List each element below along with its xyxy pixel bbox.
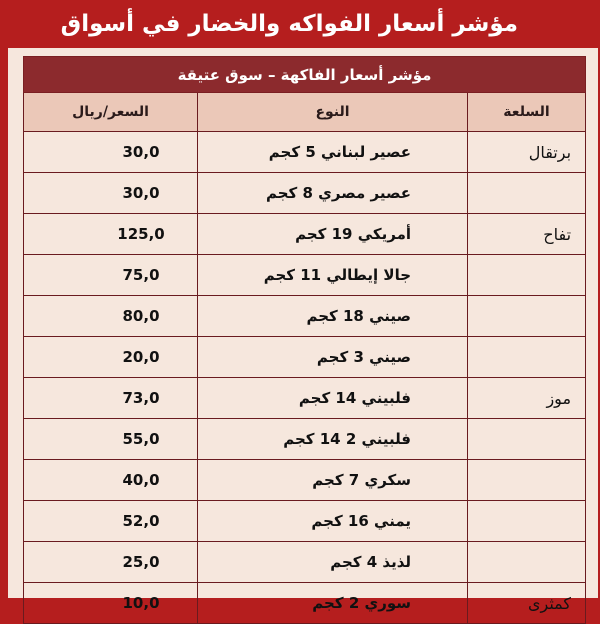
header-type: النوع (198, 93, 468, 132)
table-row (24, 255, 586, 296)
table-row (24, 583, 586, 624)
header-price: السعر/ريال (24, 93, 198, 132)
cell-price: 80,0 (24, 296, 198, 337)
table-row (24, 460, 586, 501)
cell-price: 55,0 (24, 419, 198, 460)
cell-commodity (468, 419, 586, 460)
cell-price: 52,0 (24, 501, 198, 542)
table-row (24, 501, 586, 542)
cell-type: فلبيني 2 14 كجم (198, 419, 468, 460)
table-row (24, 214, 586, 255)
cell-price: 40,0 (24, 460, 198, 501)
table-container (20, 56, 588, 613)
cell-commodity (468, 460, 586, 501)
page-title: مؤشر أسعار الفواكه والخضار في أسواق (0, 0, 600, 48)
cell-type: عصير مصري 8 كجم (198, 173, 468, 214)
cell-type: صيني 18 كجم (198, 296, 468, 337)
cell-commodity: كمثرى (468, 583, 586, 624)
cell-price: 25,0 (24, 542, 198, 583)
table-subtitle: مؤشر أسعار الفاكهة – سوق عتيقة (24, 57, 586, 93)
cell-price: 10,0 (24, 583, 198, 624)
cell-price: 75,0 (24, 255, 198, 296)
cell-price: 125,0 (24, 214, 198, 255)
table-header-row (24, 93, 586, 132)
table-subtitle-row (24, 57, 586, 93)
cell-type: جالا إيطالي 11 كجم (198, 255, 468, 296)
cell-commodity (468, 296, 586, 337)
cell-type: سكري 7 كجم (198, 460, 468, 501)
table-row (24, 378, 586, 419)
table-row (24, 132, 586, 173)
cell-type: يمني 16 كجم (198, 501, 468, 542)
cell-commodity (468, 542, 586, 583)
table-row (24, 296, 586, 337)
cell-type: لذيذ 4 كجم (198, 542, 468, 583)
cell-commodity: تفاح (468, 214, 586, 255)
cell-type: فلبيني 14 كجم (198, 378, 468, 419)
cell-commodity (468, 501, 586, 542)
cell-price: 30,0 (24, 132, 198, 173)
cell-commodity: برتقال (468, 132, 586, 173)
header-commodity: السلعة (468, 93, 586, 132)
cell-price: 30,0 (24, 173, 198, 214)
cell-commodity (468, 173, 586, 214)
table-row (24, 419, 586, 460)
cell-commodity: موز (468, 378, 586, 419)
cell-commodity (468, 255, 586, 296)
content-panel (8, 48, 598, 613)
price-table (23, 56, 586, 624)
cell-type: سوري 2 كجم (198, 583, 468, 624)
cell-type: أمريكي 19 كجم (198, 214, 468, 255)
table-row (24, 337, 586, 378)
cell-price: 73,0 (24, 378, 198, 419)
cell-commodity (468, 337, 586, 378)
cell-price: 20,0 (24, 337, 198, 378)
cell-type: صيني 3 كجم (198, 337, 468, 378)
table-row (24, 173, 586, 214)
cell-type: عصير لبناني 5 كجم (198, 132, 468, 173)
table-row (24, 542, 586, 583)
